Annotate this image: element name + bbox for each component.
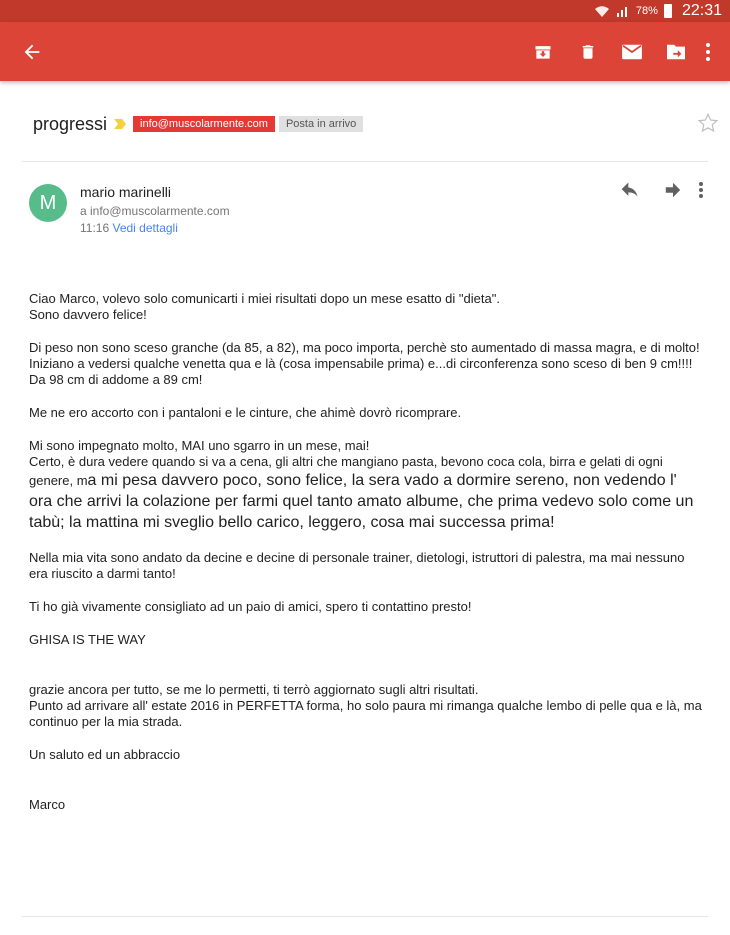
body-emphasis: a mi pesa davvero poco, sono felice, la sera vado a dormire sereno, non vedendo l' ora che arrivi la colazione per farmi quel tanto amato albume, che prima vedevo solo come un tabù; la mattina mi sveglio bello carico, leggero, cosa mai successa prima! [29,472,694,531]
body-paragraph [29,550,704,582]
more-options-button[interactable] [696,22,720,81]
forward-icon [664,181,682,199]
body-paragraph [29,747,704,763]
body-line: GHISA IS THE WAY [29,632,146,647]
body-line: Certo, è dura vedere quando si va a cena, gli altri che mangiano pasta, bevono coca cola, birra e gelati di ogni genere, m [29,454,663,488]
arrow-back-icon [21,41,43,63]
body-paragraph [29,340,704,388]
subject-row [33,112,363,136]
trash-icon [579,42,597,62]
back-button[interactable] [12,22,52,81]
archive-icon [533,42,553,62]
importance-marker-icon[interactable] [113,118,127,130]
body-paragraph [29,797,704,813]
body-line: Punto ad arrivare all' estate 2016 in PERFETTA forma, ho solo paura mi rimanga qualche lembo di pelle qua e là, ma continuo per la mia strada. [29,698,702,729]
battery-percent: 78% [635,5,658,17]
status-bar [0,0,730,22]
battery-icon [664,4,672,18]
move-to-folder-icon [665,43,687,61]
body-paragraph [29,438,704,533]
divider [22,161,708,162]
body-line: Di peso non sono sceso granche (da 85, a 82), ma poco importa, perchè sto aumentado di massa magra, e di molto! [29,340,700,355]
star-outline-icon [697,112,719,134]
body-paragraph [29,599,704,615]
body-line: Ciao Marco, volevo solo comunicarti i miei risultati dopo un mese esatto di "dieta". [29,291,500,306]
body-line: Nella mia vita sono andato da decine e decine di personale trainer, dietologi, istruttori di palestra, ma mai nessuno era riuscito a darmi tanto! [29,550,685,581]
view-details-link[interactable]: Vedi dettagli [112,221,178,235]
more-vert-icon [698,181,704,199]
mark-unread-button[interactable] [617,22,647,81]
body-line: Mi sono impegnato molto, MAI uno sgarro in un mese, mai! [29,438,370,453]
email-subject: progressi [33,113,108,134]
wifi-icon [594,5,610,18]
sender-name: mario marinelli [80,184,172,200]
delete-button[interactable] [573,22,603,81]
label-chip-account[interactable]: info@muscolarmente.com [133,116,275,132]
clock-time: 22:31 [681,2,722,19]
email-time: 11:16 [80,221,110,235]
body-paragraph [29,632,704,648]
email-meta [80,221,178,235]
body-signature: Marco [29,797,66,812]
message-more-button[interactable] [698,181,718,201]
body-line: Da 98 cm di addome a 89 cm! [29,372,203,387]
more-vert-icon [705,42,711,62]
body-line: grazie ancora per tutto, se me lo permetti, ti terrò aggiornato sugli altri risultati. [29,682,479,697]
star-button[interactable] [697,112,719,134]
move-to-folder-button[interactable] [661,22,691,81]
recipient-line: a info@muscolarmente.com [80,204,230,218]
body-paragraph [29,291,704,323]
sender-avatar[interactable]: M [29,184,67,222]
reply-button[interactable] [620,181,644,201]
body-paragraph [29,682,704,730]
mail-icon [621,43,643,61]
app-bar [0,22,730,81]
body-line: Iniziano a vedersi qualche venetta qua e là (cosa impensabile prima) e...di circonferenza sono sceso di ben 9 cm!!!! [29,356,693,371]
body-line: Me ne ero accorto con i pantaloni e le cinture, che ahimè dovrò ricomprare. [29,405,462,420]
body-line: Un saluto ed un abbraccio [29,747,181,762]
signal-icon [616,5,630,17]
archive-button[interactable] [528,22,558,81]
reply-icon [620,181,640,199]
label-chip-inbox[interactable]: Posta in arrivo [279,116,363,132]
forward-button[interactable] [664,181,688,201]
body-paragraph [29,405,704,421]
divider [22,916,708,917]
email-body [29,291,704,830]
body-line: Sono davvero felice! [29,307,147,322]
body-line: Ti ho già vivamente consigliato ad un paio di amici, spero ti contattino presto! [29,599,472,614]
